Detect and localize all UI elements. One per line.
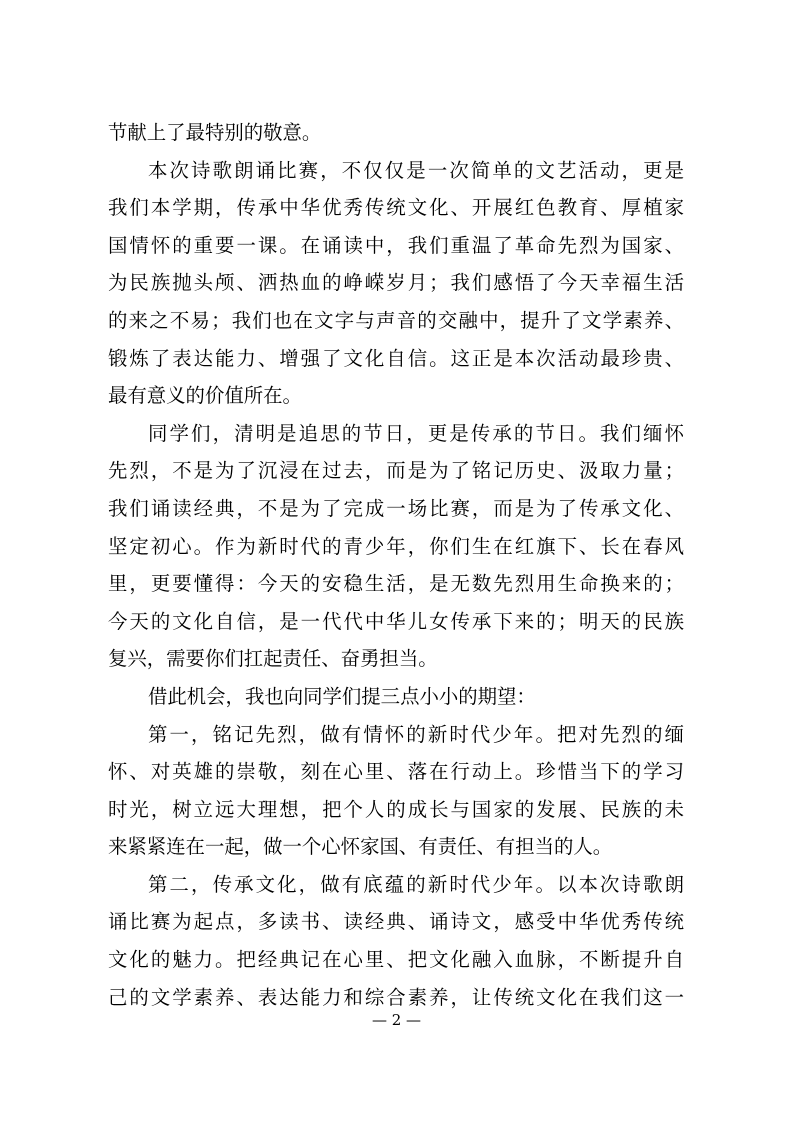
page-number: — 2 — xyxy=(371,1011,422,1029)
body-text xyxy=(108,114,684,1016)
text-line: 里，更要懂得：今天的安稳生活，是无数先烈用生命换来的； xyxy=(108,572,684,596)
text-line: 借此机会，我也向同学们提三点小小的期望： xyxy=(148,684,536,708)
text-line: 第二，传承文化，做有底蕴的新时代少年。以本次诗歌朗 xyxy=(148,872,684,896)
text-line: 我们本学期，传承中华优秀传统文化、开展红色教育、厚植家 xyxy=(108,196,684,220)
text-line: 节献上了最特别的敬意。 xyxy=(108,121,322,144)
text-line: 己的文学素养、表达能力和综合素养，让传统文化在我们这一 xyxy=(108,985,684,1009)
text-line: 锻炼了表达能力、增强了文化自信。这正是本次活动最珍贵、 xyxy=(108,346,684,370)
text-line: 坚定初心。作为新时代的青少年，你们生在红旗下、长在春风 xyxy=(108,534,684,558)
text-line: 来紧紧连在一起，做一个心怀家国、有责任、有担当的人。 xyxy=(108,835,613,859)
text-line: 同学们，清明是追思的节日，更是传承的节日。我们缅怀 xyxy=(148,421,684,445)
text-line: 的来之不易；我们也在文字与声音的交融中，提升了文学素养、 xyxy=(108,308,684,332)
text-line: 本次诗歌朗诵比赛，不仅仅是一次简单的文艺活动，更是 xyxy=(148,158,684,182)
text-line: 先烈，不是为了沉浸在过去，而是为了铭记历史、汲取力量； xyxy=(108,459,684,483)
text-line: 时光，树立远大理想，把个人的成长与国家的发展、民族的未 xyxy=(108,797,684,821)
text-line: 怀、对英雄的崇敬，刻在心里、落在行动上。珍惜当下的学习 xyxy=(108,760,684,784)
text-line: 我们诵读经典，不是为了完成一场比赛，而是为了传承文化、 xyxy=(108,496,684,520)
text-line: 诵比赛为起点，多读书、读经典、诵诗文，感受中华优秀传统 xyxy=(108,910,684,934)
text-line: 为民族抛头颅、洒热血的峥嵘岁月；我们感悟了今天幸福生活 xyxy=(108,271,684,295)
text-line: 第一，铭记先烈，做有情怀的新时代少年。把对先烈的缅 xyxy=(148,722,684,746)
text-line: 文化的魅力。把经典记在心里、把文化融入血脉，不断提升自 xyxy=(108,948,684,972)
text-line: 国情怀的重要一课。在诵读中，我们重温了革命先烈为国家、 xyxy=(108,233,684,257)
text-line: 最有意义的价值所在。 xyxy=(108,384,302,408)
text-line: 今天的文化自信，是一代代中华儿女传承下来的；明天的民族 xyxy=(108,609,684,633)
text-line: 复兴，需要你们扛起责任、奋勇担当。 xyxy=(108,647,438,671)
